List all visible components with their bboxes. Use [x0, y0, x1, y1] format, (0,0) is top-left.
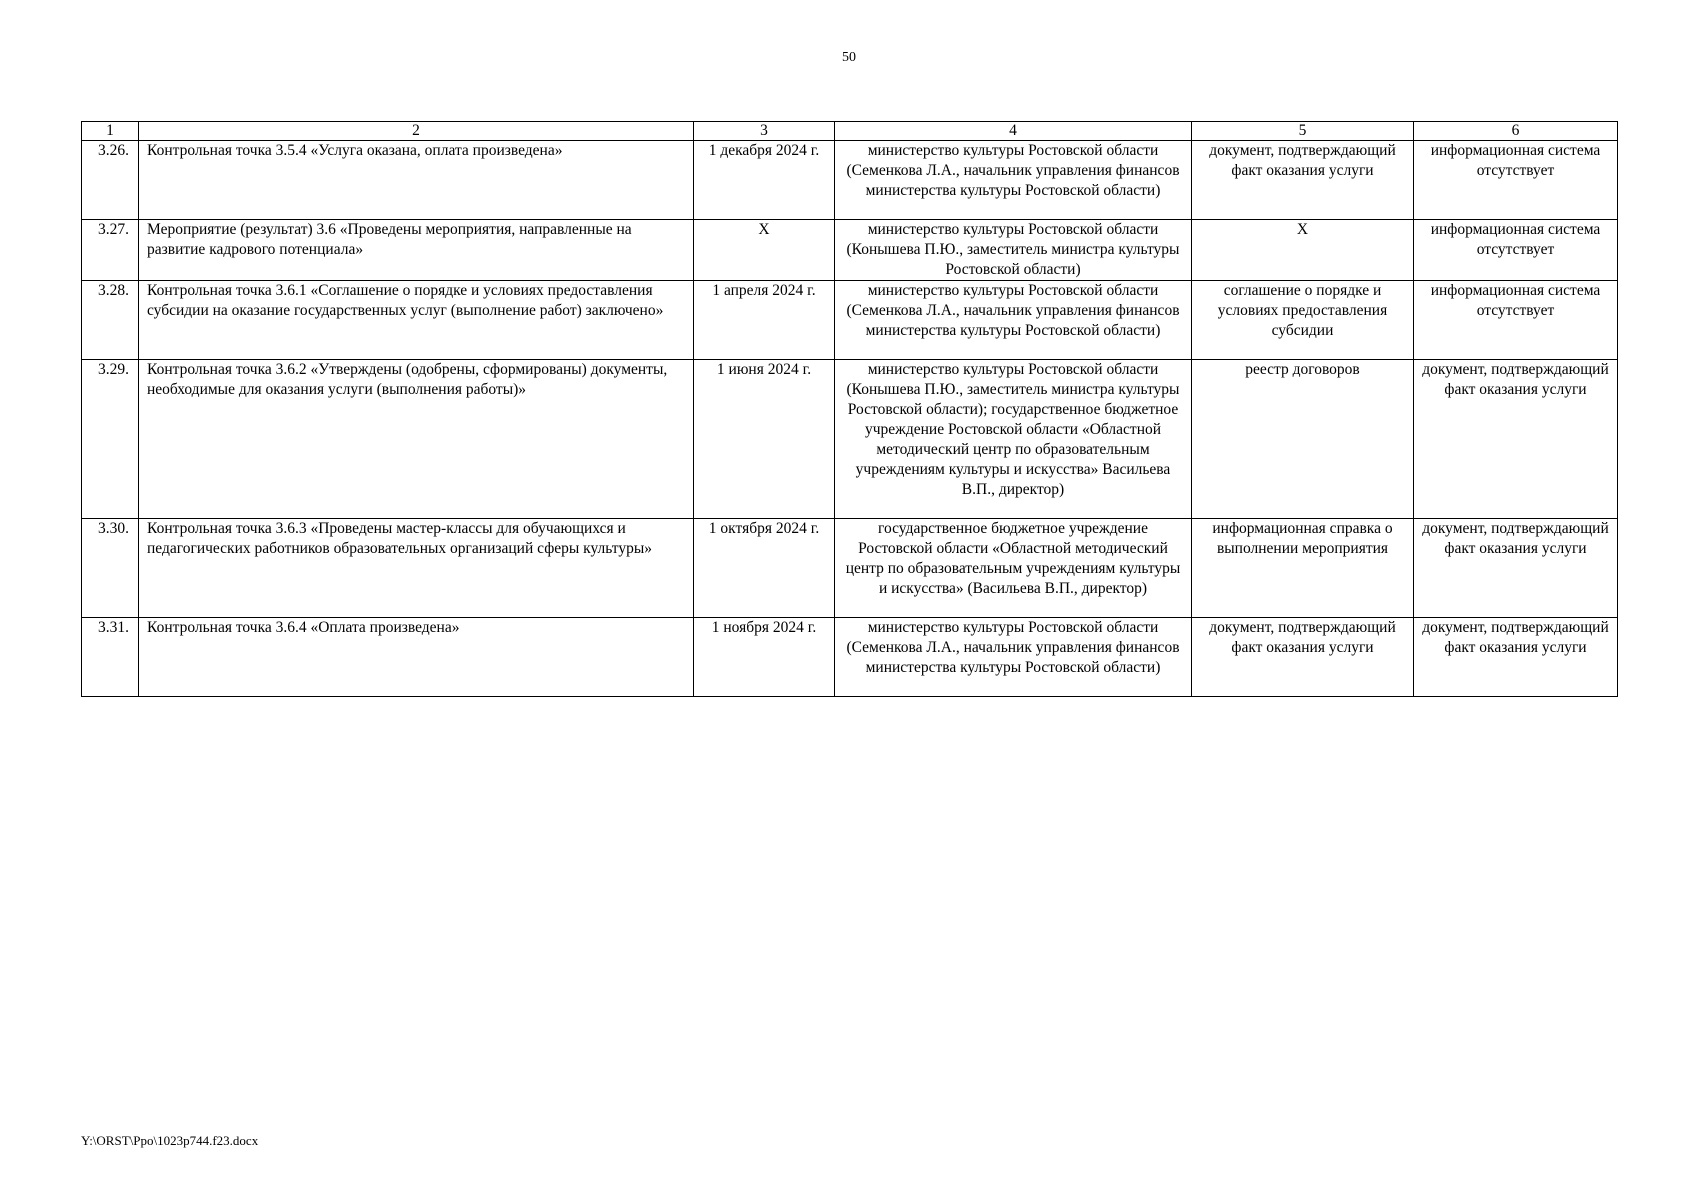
responsible-executor: министерство культуры Ростовской области (Семенкова Л.А., начальник управления финансов министерства культуры Ростовской области) — [835, 141, 1192, 220]
event-name: Контрольная точка 3.6.4 «Оплата произведена» — [139, 618, 694, 697]
event-name: Контрольная точка 3.5.4 «Услуга оказана, оплата произведена» — [139, 141, 694, 220]
confirming-document: X — [1192, 220, 1414, 281]
row-number: 3.29. — [82, 360, 139, 519]
table-row — [82, 141, 1618, 220]
event-name: Контрольная точка 3.6.1 «Соглашение о порядке и условиях предоставления субсидии на оказание государственных услуг (выполнение работ) заключено» — [139, 281, 694, 360]
table-row — [82, 519, 1618, 618]
row-number: 3.31. — [82, 618, 139, 697]
table-row — [82, 220, 1618, 281]
responsible-executor: министерство культуры Ростовской области (Конышева П.Ю., заместитель министра культуры Ростовской области); государственное бюджетное учреждение Ростовской области «Областной методический центр по образовательным учреждениям культуры и искусства» Васильева В.П., директор) — [835, 360, 1192, 519]
responsible-executor: министерство культуры Ростовской области (Семенкова Л.А., начальник управления финансов министерства культуры Ростовской области) — [835, 618, 1192, 697]
information-system: информационная система отсутствует — [1414, 141, 1618, 220]
confirming-document: соглашение о порядке и условиях предоставления субсидии — [1192, 281, 1414, 360]
information-system: информационная система отсутствует — [1414, 220, 1618, 281]
deadline-date: 1 октября 2024 г. — [694, 519, 835, 618]
information-system: документ, подтверждающий факт оказания услуги — [1414, 519, 1618, 618]
deadline-date: 1 декабря 2024 г. — [694, 141, 835, 220]
row-number: 3.27. — [82, 220, 139, 281]
information-system: информационная система отсутствует — [1414, 281, 1618, 360]
table-row — [82, 281, 1618, 360]
confirming-document: документ, подтверждающий факт оказания услуги — [1192, 618, 1414, 697]
table-row — [82, 360, 1618, 519]
row-number: 3.28. — [82, 281, 139, 360]
page-number: 50 — [842, 50, 856, 65]
file-path-footer: Y:\ORST\Ppo\1023p744.f23.docx — [81, 1133, 259, 1148]
confirming-document: документ, подтверждающий факт оказания услуги — [1192, 141, 1414, 220]
deadline-date: 1 апреля 2024 г. — [694, 281, 835, 360]
responsible-executor: министерство культуры Ростовской области (Семенкова Л.А., начальник управления финансов министерства культуры Ростовской области) — [835, 281, 1192, 360]
deadline-date: 1 июня 2024 г. — [694, 360, 835, 519]
event-name: Контрольная точка 3.6.3 «Проведены мастер-классы для обучающихся и педагогических работников образовательных организаций сферы культуры» — [139, 519, 694, 618]
column-number-5: 5 — [1192, 122, 1414, 141]
plan-table — [81, 121, 1618, 697]
information-system: документ, подтверждающий факт оказания услуги — [1414, 360, 1618, 519]
confirming-document: информационная справка о выполнении мероприятия — [1192, 519, 1414, 618]
deadline-date: 1 ноября 2024 г. — [694, 618, 835, 697]
confirming-document: реестр договоров — [1192, 360, 1414, 519]
column-number-6: 6 — [1414, 122, 1618, 141]
column-number-2: 2 — [139, 122, 694, 141]
header-row — [82, 122, 1618, 141]
information-system: документ, подтверждающий факт оказания услуги — [1414, 618, 1618, 697]
column-number-3: 3 — [694, 122, 835, 141]
event-name: Мероприятие (результат) 3.6 «Проведены мероприятия, направленные на развитие кадрового потенциала» — [139, 220, 694, 281]
table-row — [82, 618, 1618, 697]
column-number-1: 1 — [82, 122, 139, 141]
row-number: 3.30. — [82, 519, 139, 618]
row-number: 3.26. — [82, 141, 139, 220]
deadline-date: X — [694, 220, 835, 281]
event-name: Контрольная точка 3.6.2 «Утверждены (одобрены, сформированы) документы, необходимые для оказания услуги (выполнения работы)» — [139, 360, 694, 519]
column-number-4: 4 — [835, 122, 1192, 141]
responsible-executor: министерство культуры Ростовской области (Конышева П.Ю., заместитель министра культуры Ростовской области) — [835, 220, 1192, 281]
responsible-executor: государственное бюджетное учреждение Ростовской области «Областной методический центр по образовательным учреждениям культуры и искусства» (Васильева В.П., директор) — [835, 519, 1192, 618]
